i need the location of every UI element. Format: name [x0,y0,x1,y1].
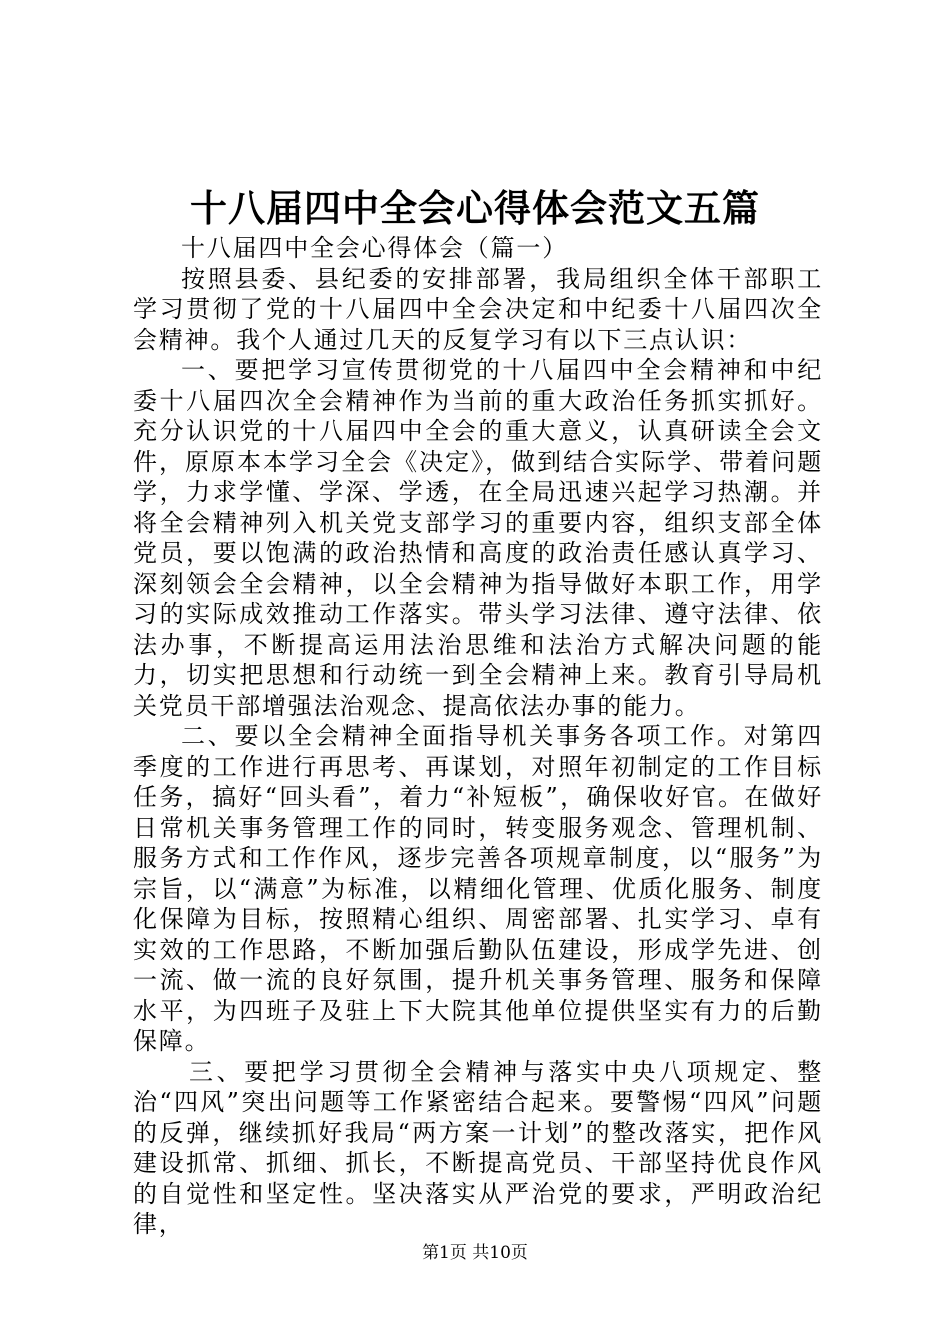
page-number-footer: 第1页 共10页 [422,1243,528,1263]
paragraph-point-one: 一、要把学习宣传贯彻党的十八届四中全会精神和中纪委十八届四次全会精神作为当前的重大政治任务抓实抓好。充分认识党的十八届四中全会的重大意义，认真研读全会文件，原原本本学习全会《决定》，做到结合实际学、带着问题学，力求学懂、学深、学透，在全局迅速兴起学习热潮。并将全会精神列入机关党支部学习的重要内容，组织支部全体党员，要以饱满的政治热情和高度的政治责任感认真学习、深刻领会全会精神，以全会精神为指导做好本职工作，用学习的实际成效推动工作落实。带头学习法律、遵守法律、依法办事，不断提高运用法治思维和法治方式解决问题的能力，切实把思想和行动统一到全会精神上来。教育引导局机关党员干部增强法治观念、提高依法办事的能力。 [133,356,823,720]
paragraph-intro: 按照县委、县纪委的安排部署，我局组织全体干部职工学习贯彻了党的十八届四中全会决定和中纪委十八届四次全会精神。我个人通过几天的反复学习有以下三点认识： [133,264,823,354]
document-body [133,233,823,1240]
paragraph-point-three: 三、要把学习贯彻全会精神与落实中央八项规定、整治“四风”突出问题等工作紧密结合起来。要警惕“四风”问题的反弹，继续抓好我局“两方案一计划”的整改落实，把作风建设抓常、抓细、抓长，不断提高党员、干部坚持优良作风的自觉性和坚定性。坚决落实从严治党的要求，严明政治纪律， [133,1057,823,1238]
document-title: 十八届四中全会心得体会范文五篇 [190,186,760,230]
paragraph-point-two: 二、要以全会精神全面指导机关事务各项工作。对第四季度的工作进行再思考、再谋划，对照年初制定的工作目标任务，搞好“回头看”，着力“补短板”，确保收好官。在做好日常机关事务管理工作的同时，转变服务观念、管理机制、服务方式和工作作风，逐步完善各项规章制度，以“服务”为宗旨，以“满意”为标准，以精细化管理、优质化服务、制度化保障为目标，按照精心组织、周密部署、扎实学习、卓有实效的工作思路，不断加强后勤队伍建设，形成学先进、创一流、做一流的良好氛围，提升机关事务管理、服务和保障水平，为四班子及驻上下大院其他单位提供坚实有力的后勤保障。 [133,722,823,1055]
section-heading: 十八届四中全会心得体会（篇一） [181,234,568,262]
